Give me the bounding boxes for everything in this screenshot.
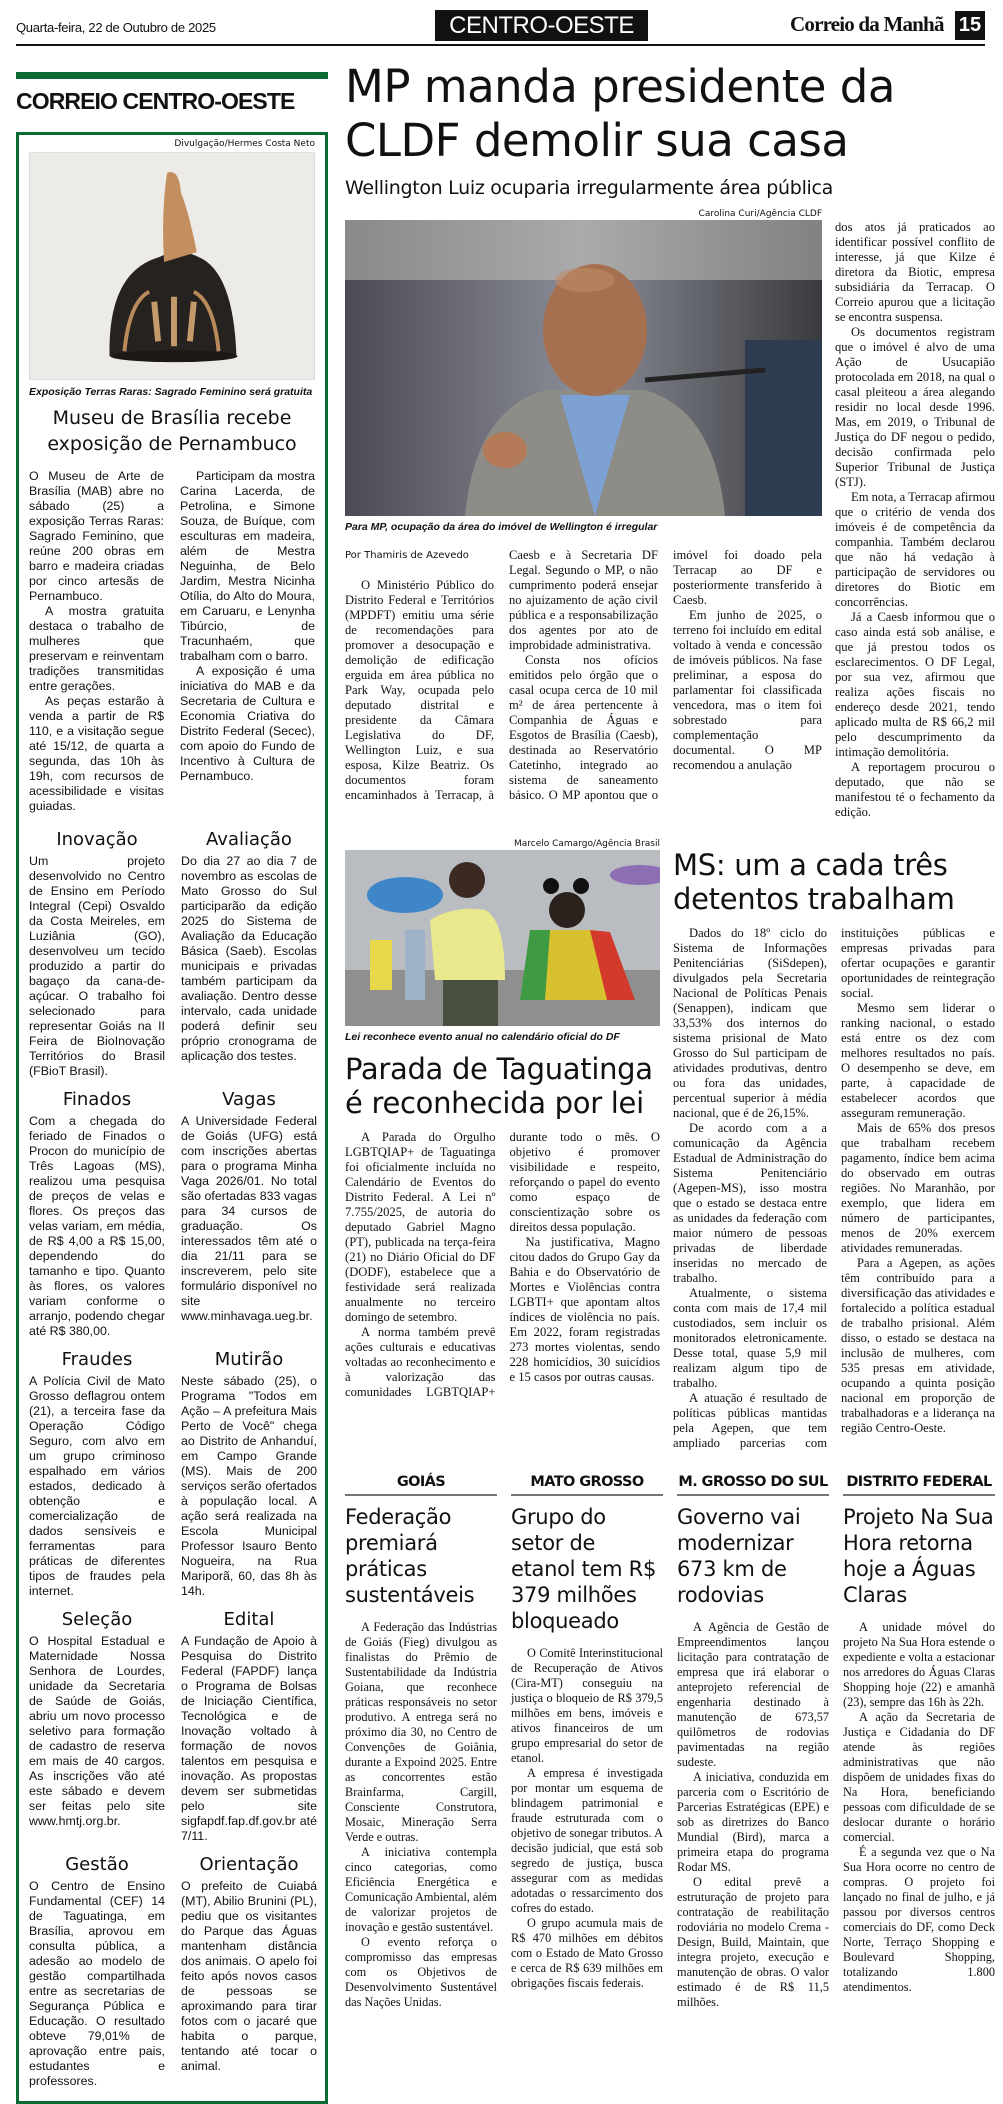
brief-note bbox=[29, 1088, 165, 1339]
brief-text: Com a chegada do feriado de Finados o Procon do município de Três Lagoas (MS), realizou uma pesquisa de preços de velas e flores. Os preços das velas variam, em média, de R$ 4,00 a R$ 15,00, dependendo do tamanho e tipo. Quanto às flores, os valores variam conforme o arranjo, podendo chegar até R$ 380,00. bbox=[29, 1114, 165, 1338]
ms-headline: MS: um a cada três detentos trabalham bbox=[673, 848, 955, 916]
paragraph: É a segunda vez que o Na Sua Hora ocorre no centro de compras. O projeto foi lançado no final de julho, e já passou por diversos centros comerciais do DF, como Deck Norte, Terraço Shopping e Boulevard Shopping, totalizando 1.800 atendimentos. bbox=[843, 1845, 995, 1994]
sidebar-box bbox=[16, 132, 328, 2104]
brief-text: O Centro de Ensino Fundamental (CEF) 14 de Taguatinga, em Brasília, aprovou em consulta pública, a adesão ao modelo de gestão compartilhada entre as secretarias de Segurança Pública e Educação. O resultado obteve 79,01% de aprovação entre pais, estudantes e professores. bbox=[29, 1879, 165, 2088]
regional-headline: Grupo do setor de etanol tem R$ 379 milhões bloqueado bbox=[511, 1505, 657, 1633]
regional-headline: Federação premiará práticas sustentáveis bbox=[345, 1505, 475, 1607]
ms-article-body bbox=[673, 926, 995, 1451]
edition-date: Quarta-feira, 22 de Outubro de 2025 bbox=[16, 20, 216, 35]
brief-text: O prefeito de Cuiabá (MT), Abilio Brunini (PL), pediu que os visitantes do Parque das Águas mantenham distância dos animais. O apelo foi feito após novos casos de pessoas se aproximando para tirar fotos com o jacaré que habita o parque, tentando até tocar o animal. bbox=[181, 1879, 317, 2073]
paragraph: A empresa é investigada por montar um esquema de blindagem patrimonial e fraude estruturada com o objetivo de sonegar tributos. A decisão judicial, que está sob segredo de justiça, busca assegurar com as medidas adotadas o ressarcimento dos cofres do estado. bbox=[511, 1766, 663, 1915]
main-article-continuation bbox=[835, 220, 995, 820]
paragraph: Para a Agepen, as ações têm contribuído para a diversificação das atividades e fortalecido a política estadual de trabalho prisional. Além disso, o estado se destaca na inclusão de mulheres, com 535 presas em atividade, ocupando a quinta posição nacional em proporção de trabalhadoras e a liderança na região Centro-Oeste. bbox=[841, 1256, 995, 1435]
regional-body bbox=[511, 1646, 663, 1991]
regional-body bbox=[843, 1620, 995, 1995]
paragraph: Mesmo sem liderar o ranking nacional, o estado está entre os dez com melhores resultados no país. O desempenho se deve, em parte, à capacidade de estabelecer acordos que asseguram remuneração. bbox=[841, 1001, 995, 1120]
brief-note bbox=[29, 1853, 165, 2089]
regional-column-df bbox=[843, 1473, 995, 1995]
paragraph: Em nota, a Terracap afirmou que o critério de venda dos imóveis é de competência da companhia. Também declarou que não há vedação à participação de servidores ou diretores do Biotic em concorrências. bbox=[835, 490, 995, 609]
section-label: GOIÁS bbox=[345, 1473, 497, 1496]
paragraph: dos atos já praticados ao identificar possível conflito de interesse, já que Kilze é diretora da Biotic, empresa subsidiária da Terracap. O Correio apurou que a licitação se encontra suspensa. bbox=[835, 220, 995, 324]
sidebar-accent-bar bbox=[16, 72, 328, 79]
regional-body bbox=[345, 1620, 497, 2010]
paragraph: Os documentos registram que o imóvel é alvo de uma Ação de Usucapião protocolada em 2018, na qual o casal pleiteou a área alegando residir no local desde 1996. Mas, em 2019, o Tribunal de Justiça do DF negou o pedido, decisão confirmada pelo Superior Tribunal de Justiça (STJ). bbox=[835, 325, 995, 489]
brief-note bbox=[181, 828, 317, 1079]
paragraph: De acordo com a a comunicação da Agência Estadual de Administração do Sistema Penitenciário (Agepen-MS), isso mostra que o estado se destaca entre as unidades da federação com maior número de pessoas privadas de liberdade inseridas no mercado de trabalho. bbox=[673, 1121, 827, 1285]
brief-title: Gestão bbox=[65, 1854, 129, 1875]
paragraph: Mais de 65% dos presos que trabalham recebem pagamento, índice bem acima do observado em outras regiões. No Maranhão, por exemplo, que lidera em número de participantes, menos de 20% exercem atividades remuneradas. bbox=[841, 1121, 995, 1255]
brief-title: Orientação bbox=[199, 1854, 299, 1875]
photo-caption: Exposição Terras Raras: Sagrado Feminino será gratuita bbox=[29, 386, 313, 398]
secondary-stories bbox=[345, 838, 995, 1451]
paragraph: Já a Caesb informou que o caso ainda está sob análise, e que já prestou todos os esclarecimentos. O DF Legal, por sua vez, afirmou que realiza ações fiscais no endereço desde 2021, tendo aplicado multa de R$ 66,2 mil pelo descumprimento da intimação demolitória. bbox=[835, 610, 995, 759]
paragraph: A Federação das Indústrias de Goiás (Fieg) divulgou as finalistas do Prêmio de Sustentabilidade da Indústria Goiana, que reconhece práticas responsáveis no setor produtivo. A entrega será no próximo dia 30, no Centro de Convenções de Goiânia, durante a Expoind 2025. Entre as concorrentes estão Brainfarma, Cargill, Consciente Construtora, Mosaic, Mineração Serra Verde e outras. bbox=[345, 1620, 497, 1844]
brief-text: A Fundação de Apoio à Pesquisa do Distrito Federal (FAPDF) lança o Programa de Bolsas de Iniciação Científica, Tecnológica e de Inovação voltado à formação de novos talentos em pesquisa e inovação. As propostas devem ser submetidas pelo site sigfapdf.fap.df.gov.br até 7/11. bbox=[181, 1634, 317, 1843]
paragraph: O Ministério Público do Distrito Federal e Territórios (MPDFT) emitiu uma série de recomendações para promover a desocupação e demolição de edificação erguida em área pública no Park Way, ocupada pelo deputado distrital e presidente da Câmara Legislativa do DF, Wellington Luiz, e sua esposa, Kilze Beatriz. Os documentos foram encaminhados à Terracap, à Caesb e à Secretaria DF Legal. Segundo o MP, o não cumprimento poderá ensejar no ajuizamento de ação civil pública e a responsabilização dos agentes por ato de improbidade administrativa. bbox=[345, 548, 658, 802]
paragraph: Em junho de 2025, o terreno foi incluído em edital voltado à venda e concessão de imóveis públicos. Na fase preliminar, a esposa do parlamentar foi classificada vencedora, mas o item foi sobrestado para complementação documental. O MP recomendou a anulação bbox=[673, 608, 822, 772]
brief-text: A Polícia Civil de Mato Grosso deflagrou ontem (21), a terceira fase da Operação Código Seguro, com alvo em um grupo criminoso espalhado em vários estados, dedicado à obtenção e comercialização de dados sensíveis e ferramentas para práticas de diferentes tipos de fraudes pela internet. bbox=[29, 1374, 165, 1598]
brief-title: Mutirão bbox=[214, 1349, 284, 1370]
paragraph: A norma também prevê ações culturais e educativas voltadas ao reconhecimento e à valorização das comunidades LGBTQIAP+ durante todo o mês. O objetivo é promover visibilidade e respeito, reforçando o papel do evento como espaço de conscientização sobre os direitos dessa população. bbox=[345, 1130, 660, 1399]
regional-column-mato-grosso bbox=[511, 1473, 663, 1991]
sidebar-article-body bbox=[29, 469, 315, 814]
parada-headline: Parada de Taguatinga é reconhecida por lei bbox=[345, 1052, 653, 1120]
main-story-left bbox=[345, 208, 822, 803]
parade-photo bbox=[345, 850, 660, 1026]
paragraph: As peças estarão à venda a partir de R$ 110, e a visitação segue até 15/12, de quarta a segunda, das 10h às 19h, com recursos de acessibilidade e visitas guiadas. bbox=[29, 694, 164, 813]
photo-credit: Divulgação/Hermes Costa Neto bbox=[174, 139, 315, 149]
photo-credit: Carolina Curi/Agência CLDF bbox=[698, 209, 822, 219]
brief-title: Inovação bbox=[56, 829, 138, 850]
paragraph: A Parada do Orgulho LGBTQIAP+ de Taguatinga foi oficialmente incluída no Calendário de Eventos do Distrito Federal. A Lei nº 7.755/2025, de autoria do deputado Gabriel Magno (PT), publicada na terça-feira (21) no Diário Oficial do DF (DODF), estabelece que a festividade será realizada anualmente no terceiro domingo de setembro. bbox=[345, 1130, 496, 1324]
paragraph: Participam da mostra Carina Lacerda, de Petrolina, e Simone Souza, de Buíque, com esculturas em madeira, além de Mestra Neguinha, de Belo Jardim, Mestra Nicinha Otília, do Alto do Moura, em Caruaru, e Lenynha Tibúrcio, de Tracunhaém, que trabalham com o barro. bbox=[180, 469, 315, 663]
paragraph: Dados do 18º ciclo do Sistema de Informações Penitenciárias (SiSdepen), divulgados pela Secretaria Nacional de Políticas Penais (Senappen), indicam que 33,53% dos internos do sistema prisional de Mato Grosso do Sul participam de atividades produtivas, dentro ou fora das unidades, percentual superior à média nacional, que é de 26,15%. bbox=[673, 926, 827, 1120]
brief-note bbox=[181, 1608, 317, 1844]
section-label: M. GROSSO DO SUL bbox=[677, 1473, 829, 1496]
brief-title: Seleção bbox=[61, 1609, 133, 1630]
sculpture-photo bbox=[29, 152, 315, 380]
brief-title: Edital bbox=[223, 1609, 275, 1630]
paragraph: Na justificativa, Magno citou dados do Grupo Gay da Bahia e do Observatório de Mortes e Violências contra LGBTI+ que apontam altos índices de violência no país. Em 2022, foram registradas 273 mortes violentas, sendo 228 homicídios, 30 suicídios e 15 casos por outras causas. bbox=[509, 1235, 660, 1384]
brief-note bbox=[29, 1608, 165, 1844]
paragraph: O Comitê Interinstitucional de Recuperação de Ativos (Cira-MT) conseguiu na justiça o bloqueio de R$ 379,5 milhões em bens, imóveis e ativos financeiros de um grupo empresarial do setor de etanol. bbox=[511, 1646, 663, 1765]
section-tag: CENTRO-OESTE bbox=[435, 10, 648, 41]
brief-title: Avaliação bbox=[206, 829, 292, 850]
ms-story bbox=[673, 848, 995, 1451]
regional-column-goias bbox=[345, 1473, 497, 2010]
sidebar bbox=[16, 72, 328, 2104]
paragraph: Consta nos ofícios emitidos pelo órgão que o casal ocupa cerca de 10 mil m² de área pertencente à Companhia de Águas e Esgotos de Brasília (Caesb), destinada ao Reservatório Catetinho, integrado ao sistema de saneamento básico. O MP apontou que o imóvel foi doado pela Terracap ao DF e posteriormente transferido à Caesb. bbox=[509, 548, 822, 802]
paragraph: A Agência de Gestão de Empreendimentos lançou licitação para contratação de empresa que irá elaborar o anteprojeto referencial de engenharia destinado à manutenção de 673,57 quilômetros de rodovias pavimentadas na região sudeste. bbox=[677, 1620, 829, 1769]
paragraph: A mostra gratuita destaca o trabalho de mulheres que preservam e reinventam tradições transmitidas entre gerações. bbox=[29, 604, 164, 693]
paragraph: A ação da Secretaria de Justiça e Cidadania do DF atende às regiões administrativas que não dispõem de unidades fixas do Na Hora, beneficiando pessoas com dificuldade de se deslocar durante o horário comercial. bbox=[843, 1710, 995, 1844]
byline: Por Thamiris de Azevedo bbox=[345, 550, 469, 561]
brief-text: A Universidade Federal de Goiás (UFG) está com inscrições abertas para o programa Minha Vaga 2026/01. No total são ofertadas 833 vagas para 34 cursos de graduação. Os interessados têm até o dia 21/11 para se inscreverem, pelo site formulário disponível no site www.minhavaga.ueg.br. bbox=[181, 1114, 317, 1323]
header-divider bbox=[16, 44, 985, 46]
regional-headline: Projeto Na Sua Hora retorna hoje a Águas Claras bbox=[843, 1505, 994, 1607]
brief-note bbox=[29, 828, 165, 1079]
paragraph: A iniciativa contempla cinco categorias, como Eficiência Energética e Comunicação Ambiental, além de valorizar projetos de inovação e gestão sustentável. bbox=[345, 1845, 497, 1934]
newspaper-logo: Correio da Manhã bbox=[790, 12, 944, 36]
photo-caption: Para MP, ocupação da área do imóvel de Wellington é irregular bbox=[345, 521, 658, 533]
paragraph: A iniciativa, conduzida em parceria com o Escritório de Parcerias Estratégicas (EPE) e sob as diretrizes do Banco Mundial (Bird), marca a primeira etapa do programa Rodar MS. bbox=[677, 1770, 829, 1874]
brief-text: Do dia 27 ao dia 7 de novembro as escolas de Mato Grosso do Sul participarão da edição 2025 do Sistema de Avaliação da Educação Básica (Saeb). Escolas municipais e privadas também participam da avaliação. Dentro desse intervalo, cada unidade poderá definir seu próprio cronograma de aplicação dos testes. bbox=[181, 854, 317, 1063]
regional-headline: Governo vai modernizar 673 km de rodovias bbox=[677, 1505, 801, 1607]
parada-story bbox=[345, 838, 660, 1400]
paragraph: O evento reforça o compromisso das empresas com os Objetivos de Desenvolvimento Sustentável das Nações Unidas. bbox=[345, 1935, 497, 2009]
page-number: 15 bbox=[955, 11, 985, 40]
paragraph: O grupo acumula mais de R$ 470 milhões em débitos com o Estado de Mato Grosso e cerca de R$ 639 milhões em obrigações fiscais federais. bbox=[511, 1916, 663, 1990]
paragraph: O edital prevê a estruturação de projeto para contratação de reabilitação rodoviária no modelo Crema - Design, Build, Maintain, que integra projeto, execução e manutenção de obras. O valor estimado é de R$ 11,5 milhões. bbox=[677, 1875, 829, 2009]
brief-note bbox=[29, 1348, 165, 1599]
main-subheadline: Wellington Luiz ocuparia irregularmente área pública bbox=[345, 177, 834, 199]
brief-note bbox=[181, 1348, 317, 1599]
section-label: MATO GROSSO bbox=[511, 1473, 663, 1496]
sidebar-headline: Museu de Brasília recebe exposição de Pernambuco bbox=[47, 407, 297, 455]
main-article-body bbox=[345, 548, 822, 803]
main-headline: MP manda presidente da CLDF demolir sua casa bbox=[345, 60, 895, 167]
regional-column-ms bbox=[677, 1473, 829, 2010]
parada-article-body bbox=[345, 1130, 660, 1400]
brief-title: Fraudes bbox=[61, 1349, 133, 1370]
brief-text: Neste sábado (25), o Programa "Todos em Ação – A prefeitura Mais Perto de Você" chega ao Distrito de Anhanduí, em Campo Grande (MS). Mais de 200 serviços serão ofertados à população local. A ação será realizada na Escola Municipal Professor Isauro Bento Nogueira, na Rua Mariporã, 60, das 8h às 14h. bbox=[181, 1374, 317, 1598]
regional-briefs bbox=[345, 1473, 995, 2010]
sidebar-title: CORREIO CENTRO-OESTE bbox=[16, 88, 295, 114]
regional-body bbox=[677, 1620, 829, 2010]
paragraph: A unidade móvel do projeto Na Sua Hora estende o expediente e volta a estacionar nos arredores do Águas Claras Shopping hoje (22) e amanhã (23), sempre das 16h às 22h. bbox=[843, 1620, 995, 1709]
section-label: DISTRITO FEDERAL bbox=[843, 1473, 995, 1496]
paragraph: Atualmente, o sistema conta com mais de 17,4 mil custodiados, sem incluir os monitorados eletronicamente. Desse total, quase 5,9 mil realizam algum tipo de trabalho. bbox=[673, 1286, 827, 1390]
photo-caption: Lei reconhece evento anual no calendário oficial do DF bbox=[345, 1031, 620, 1043]
brief-note bbox=[181, 1853, 317, 2089]
brief-title: Finados bbox=[62, 1089, 132, 1110]
sidebar-notes bbox=[29, 828, 315, 2089]
brief-text: Um projeto desenvolvido no Centro de Ensino em Período Integral (Cepi) Osvaldo da Costa Meireles, em Luziânia (GO), desenvolveu um tecido produzido a partir do bagaço da cana-de-açúcar. O trabalho foi selecionado para representar Goiás na II Feira de BioInovação Territórios do Brasil (FBioT Brasil). bbox=[29, 854, 165, 1078]
brief-note bbox=[181, 1088, 317, 1339]
brief-title: Vagas bbox=[222, 1089, 276, 1110]
paragraph: A exposição é uma iniciativa do MAB e da Secretaria de Cultura e Economia Criativa do Distrito Federal (Secec), com apoio do Fundo de Incentivo à Cultura de Pernambuco. bbox=[180, 664, 315, 783]
photo-credit: Marcelo Camargo/Agência Brasil bbox=[513, 839, 660, 849]
paragraph: A atuação é resultado de políticas públicas mantidas pela Agepen, que tem ampliado parcerias com instituições públicas e empresas privadas para ofertar ocupações e garantir oportunidades de reintegração social. bbox=[673, 926, 995, 1450]
main-story bbox=[345, 208, 995, 820]
brief-text: O Hospital Estadual e Maternidade Nossa Senhora de Lourdes, unidade da Secretaria de Saúde de Goiás, abriu um novo processo seletivo para formação de cadastro de reserva em mais de 40 cargos. As inscrições vão até este sábado e devem ser feitas pelo site www.hmtj.org.br. bbox=[29, 1634, 165, 1828]
paragraph: O Museu de Arte de Brasília (MAB) abre no sábado (25) a exposição Terras Raras: Sagrado Feminino, que reúne 200 obras em barro e madeira criadas por cinco artesãs de Pernambuco. bbox=[29, 469, 164, 603]
main-area bbox=[345, 60, 995, 2010]
main-photo bbox=[345, 220, 822, 516]
paragraph: A reportagem procurou o deputado, que não se manifestou té o fechamento da edição. bbox=[835, 760, 995, 819]
